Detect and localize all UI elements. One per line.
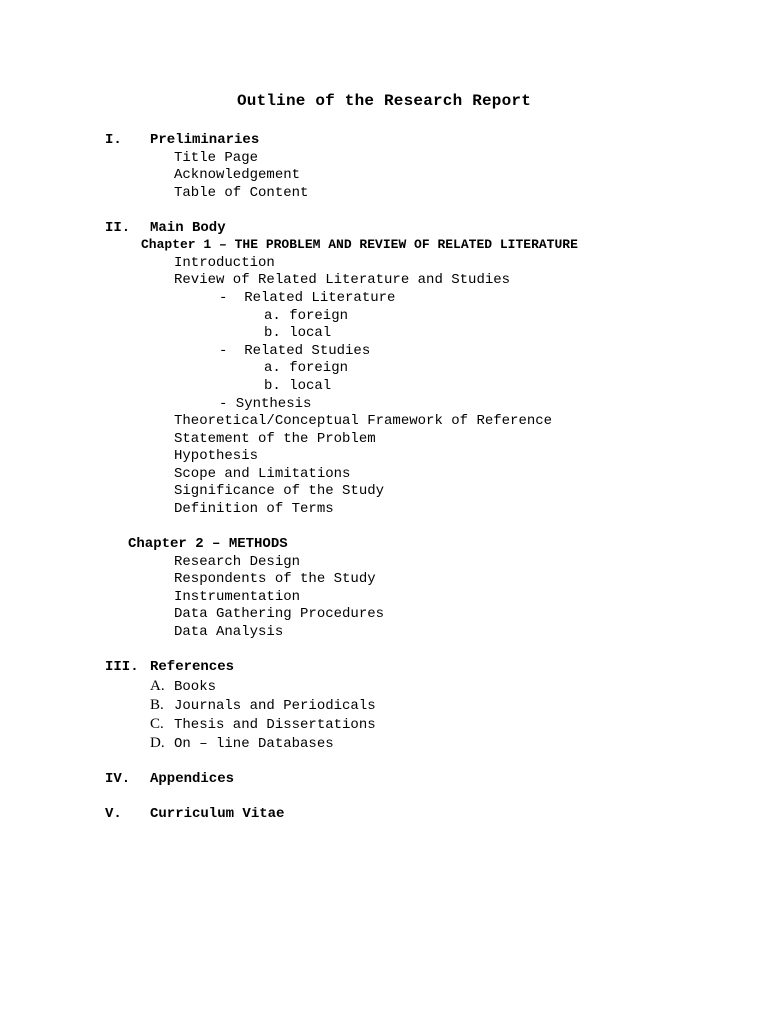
outline-item: Table of Content — [174, 185, 309, 201]
outline-item: Theoretical/Conceptual Framework of Reference — [174, 413, 553, 429]
outline-subsubitem: a. foreign — [264, 308, 349, 324]
section-heading: Preliminaries — [150, 132, 260, 148]
reference-letter: C. — [150, 716, 164, 732]
outline-item: Title Page — [174, 150, 259, 166]
reference-letter: A. — [150, 678, 165, 694]
reference-item: Books — [174, 679, 217, 695]
outline-item: Data Gathering Procedures — [174, 606, 385, 622]
section-numeral: IV. — [105, 771, 131, 787]
outline-subsubitem: b. local — [264, 378, 332, 394]
outline-item: Data Analysis — [174, 624, 284, 640]
outline-subitem: - Synthesis — [219, 396, 312, 412]
outline-item: Respondents of the Study — [174, 571, 376, 587]
reference-letter: B. — [150, 697, 164, 713]
section-numeral: II. — [105, 220, 131, 236]
chapter-heading: Chapter 1 – THE PROBLEM AND REVIEW OF RELATED LITERATURE — [141, 237, 578, 252]
reference-letter: D. — [150, 735, 165, 751]
outline-subsubitem: a. foreign — [264, 360, 349, 376]
section-heading: Curriculum Vitae — [150, 806, 285, 822]
reference-item: On – line Databases — [174, 736, 334, 752]
outline-item: Statement of the Problem — [174, 431, 376, 447]
section-numeral: III. — [105, 659, 139, 675]
section-heading: References — [150, 659, 235, 675]
reference-item: Thesis and Dissertations — [174, 717, 376, 733]
outline-item: Significance of the Study — [174, 483, 385, 499]
outline-item: Review of Related Literature and Studies — [174, 272, 511, 288]
section-heading: Appendices — [150, 771, 235, 787]
outline-subitem: - Related Studies — [219, 343, 371, 359]
outline-item: Introduction — [174, 255, 275, 271]
outline-item: Research Design — [174, 554, 301, 570]
outline-item: Definition of Terms — [174, 501, 334, 517]
chapter-heading: Chapter 2 – METHODS — [128, 536, 288, 552]
document-title: Outline of the Research Report — [236, 92, 532, 110]
section-heading: Main Body — [150, 220, 226, 236]
outline-item: Scope and Limitations — [174, 466, 351, 482]
outline-subsubitem: b. local — [264, 325, 332, 341]
outline-item: Hypothesis — [174, 448, 259, 464]
reference-item: Journals and Periodicals — [174, 698, 376, 714]
section-numeral: V. — [105, 806, 122, 822]
section-numeral: I. — [105, 132, 122, 148]
outline-subitem: - Related Literature — [219, 290, 396, 306]
outline-item: Acknowledgement — [174, 167, 301, 183]
outline-item: Instrumentation — [174, 589, 301, 605]
